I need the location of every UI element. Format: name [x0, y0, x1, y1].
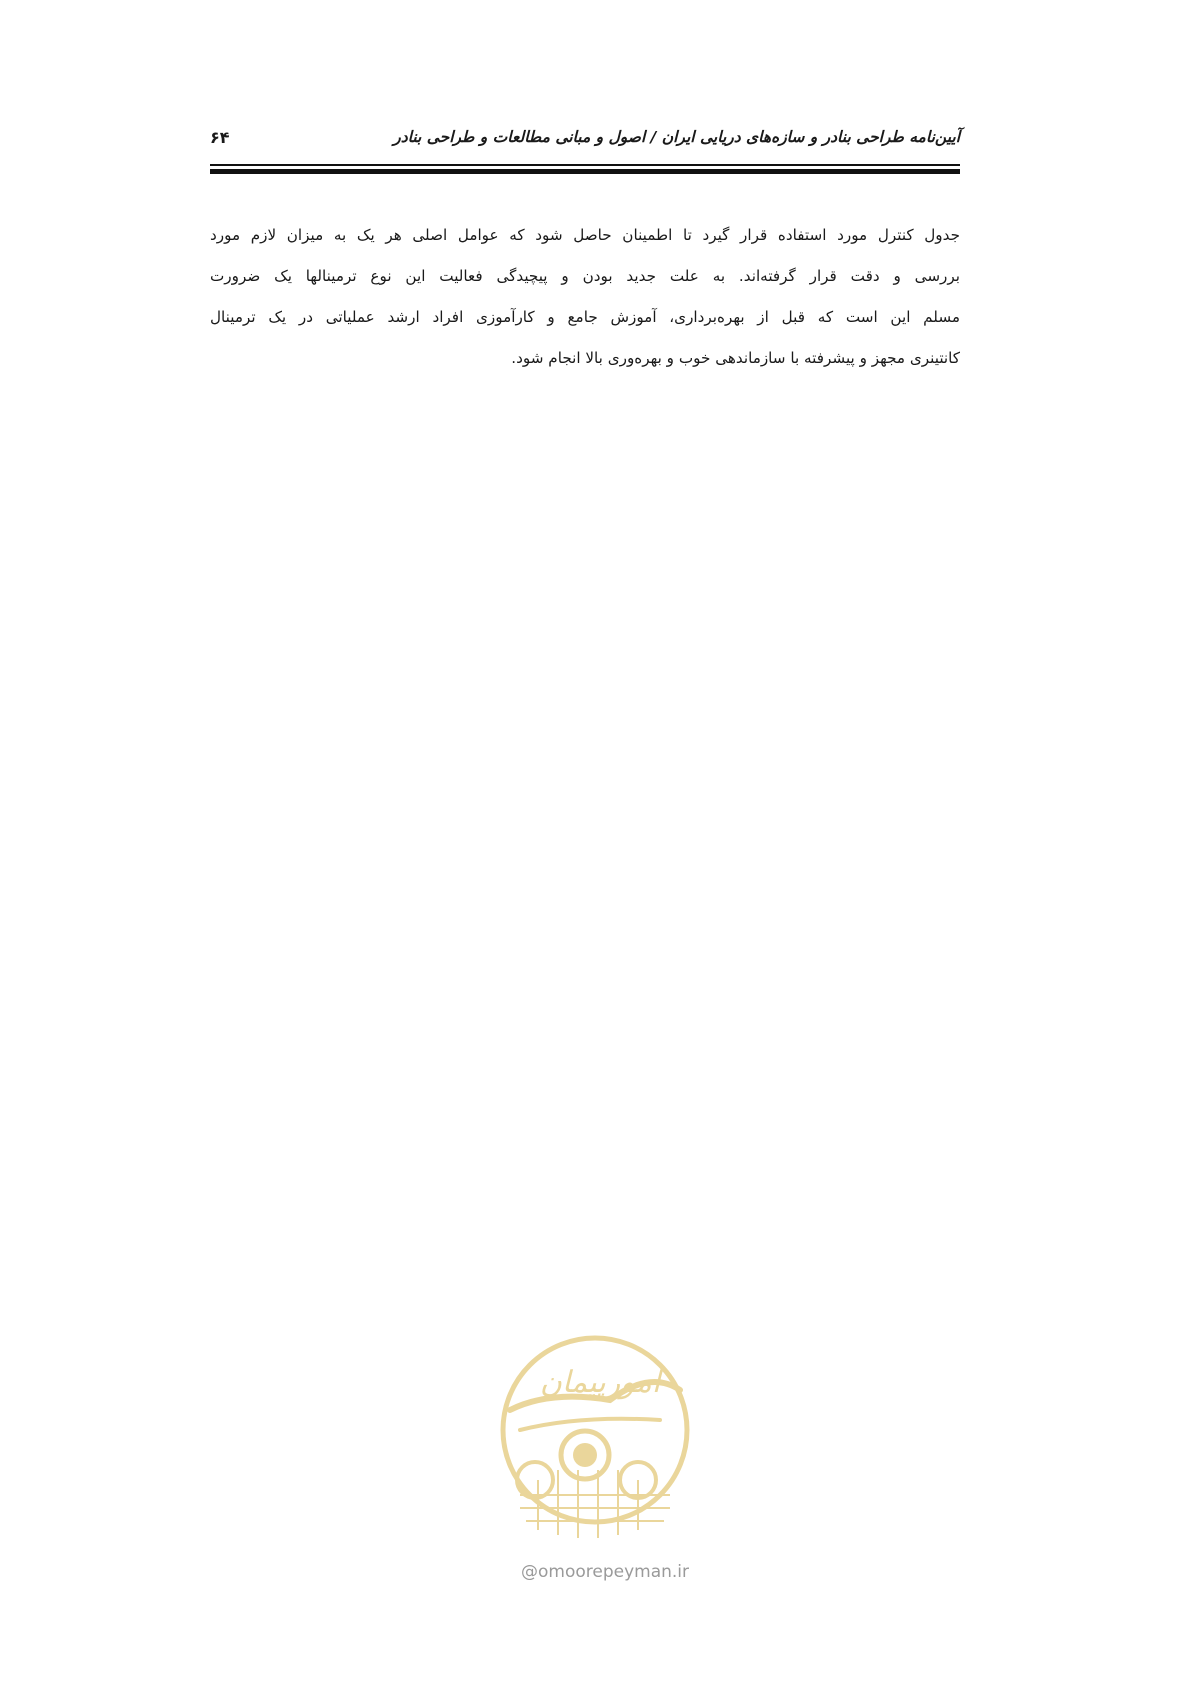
at-icon: @ [520, 1562, 538, 1582]
header-rule-thick [210, 169, 960, 174]
body-line-4: کانتینری مجهز و پیشرفته با سازماندهی خوب و بهره‌وری بالا انجام شود. [511, 349, 960, 367]
running-header [210, 128, 960, 164]
running-header-title: آیین‌نامه طراحی بنادر و سازه‌های دریایی ایران / اصول و مبانی مطالعات و طراحی بنادر [393, 128, 960, 146]
body-paragraph [210, 215, 960, 379]
watermark-logo [490, 1330, 700, 1560]
body-line-3: مسلم این است که قبل از بهره‌برداری، آموزش جامع و کارآموزی افراد ارشد عملیاتی در یک ترمینال [210, 308, 960, 326]
body-line-1: جدول کنترل مورد استفاده قرار گیرد تا اطمینان حاصل شود که عوامل اصلی هر یک به میزان لازم مورد [210, 226, 960, 244]
watermark-url: @omoorepeyman.ir [520, 1562, 690, 1582]
header-rule-thin [210, 164, 960, 166]
page-number: ۶۴ [210, 128, 230, 147]
body-line-2: بررسی و دقت قرار گرفته‌اند. به علت جدید بودن و پیچیدگی فعالیت این نوع ترمینالها یک ضرورت [210, 267, 960, 285]
watermark-logo-text: امورپیمان [539, 1365, 661, 1400]
